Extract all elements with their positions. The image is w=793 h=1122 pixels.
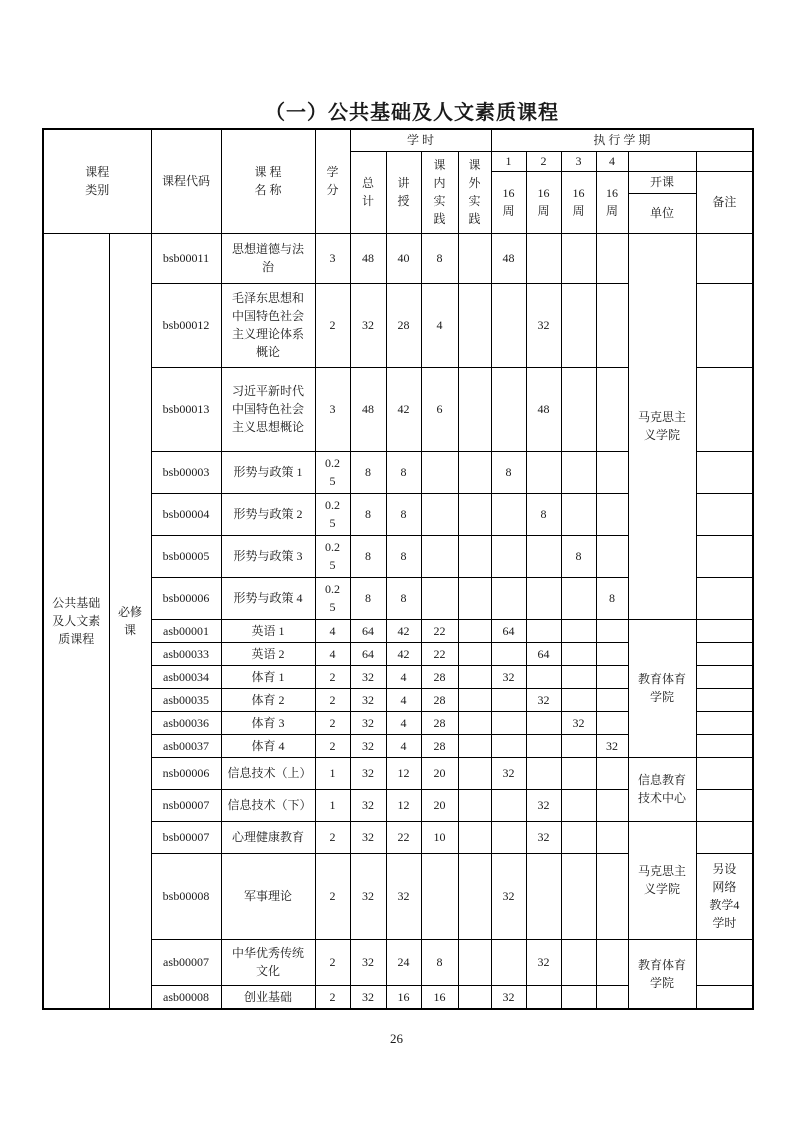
header-weeks2-line1: 16 (537, 186, 550, 200)
semester-3-cell (561, 367, 596, 451)
credit-cell: 3 (315, 233, 350, 283)
header-out-class-line1: 课 (468, 158, 481, 172)
total-hours-cell: 32 (350, 711, 386, 734)
credit-cell: 2 (315, 853, 350, 939)
course-code-cell: asb00007 (151, 939, 221, 985)
header-dept-bottom: 单位 (628, 193, 696, 233)
department-cell: 马克思主义学院 (628, 233, 696, 619)
total-hours-cell: 48 (350, 233, 386, 283)
in-class-practice-cell: 8 (421, 233, 458, 283)
course-type-cell: 必修课 (109, 233, 151, 1009)
in-class-practice-cell (421, 451, 458, 493)
out-class-practice-cell (458, 233, 491, 283)
header-weeks4-line1: 16 (606, 186, 619, 200)
out-class-practice-cell (458, 688, 491, 711)
page-number: 26 (390, 1031, 403, 1046)
lecture-hours-cell: 4 (386, 665, 421, 688)
header-weeks2-line2: 周 (537, 204, 550, 218)
course-code-cell: bsb00006 (151, 577, 221, 619)
in-class-practice-cell (421, 535, 458, 577)
course-name-cell: 习近平新时代中国特色社会主义思想概论 (221, 367, 315, 451)
out-class-practice-cell (458, 939, 491, 985)
semester-3-cell: 32 (561, 711, 596, 734)
header-weeks-sem3 (561, 171, 596, 233)
course-code-cell: asb00008 (151, 985, 221, 1009)
semester-2-cell (526, 757, 561, 789)
total-hours-cell: 8 (350, 493, 386, 535)
total-hours-cell: 32 (350, 789, 386, 821)
course-code-cell: asb00035 (151, 688, 221, 711)
note-cell (696, 665, 753, 688)
lecture-hours-cell: 28 (386, 283, 421, 367)
out-class-practice-cell (458, 367, 491, 451)
course-name-cell: 体育 1 (221, 665, 315, 688)
semester-4-cell: 32 (596, 734, 628, 757)
semester-2-cell (526, 535, 561, 577)
out-class-practice-cell (458, 535, 491, 577)
in-class-practice-cell: 16 (421, 985, 458, 1009)
course-code-cell: bsb00007 (151, 821, 221, 853)
credit-cell: 2 (315, 985, 350, 1009)
lecture-hours-cell: 24 (386, 939, 421, 985)
in-class-practice-cell: 28 (421, 734, 458, 757)
note-cell (696, 734, 753, 757)
course-code-cell: bsb00012 (151, 283, 221, 367)
lecture-hours-cell: 42 (386, 619, 421, 642)
semester-1-cell (491, 939, 526, 985)
course-name-cell: 中华优秀传统文化 (221, 939, 315, 985)
lecture-hours-cell: 8 (386, 493, 421, 535)
out-class-practice-cell (458, 734, 491, 757)
semester-3-cell (561, 451, 596, 493)
semester-3-cell (561, 821, 596, 853)
department-cell: 信息教育技术中心 (628, 757, 696, 821)
header-weeks-sem4 (596, 171, 628, 233)
course-code-cell: bsb00011 (151, 233, 221, 283)
semester-1-cell (491, 283, 526, 367)
semester-2-cell (526, 451, 561, 493)
credit-cell: 0.25 (315, 451, 350, 493)
header-weeks3-line2: 周 (572, 204, 585, 218)
in-class-practice-cell (421, 493, 458, 535)
note-cell (696, 711, 753, 734)
header-course-code: 课程代码 (151, 129, 221, 233)
lecture-hours-cell: 8 (386, 577, 421, 619)
lecture-hours-cell: 8 (386, 535, 421, 577)
page-title: （一）公共基础及人文素质课程 (265, 102, 559, 124)
out-class-practice-cell (458, 619, 491, 642)
course-name-cell: 形势与政策 4 (221, 577, 315, 619)
in-class-practice-cell: 6 (421, 367, 458, 451)
semester-3-cell (561, 283, 596, 367)
semester-1-cell: 48 (491, 233, 526, 283)
course-name-cell: 形势与政策 2 (221, 493, 315, 535)
note-cell (696, 619, 753, 642)
note-cell (696, 985, 753, 1009)
out-class-practice-cell (458, 451, 491, 493)
semester-4-cell (596, 535, 628, 577)
semester-4-cell (596, 985, 628, 1009)
total-hours-cell: 32 (350, 283, 386, 367)
semester-2-cell (526, 665, 561, 688)
note-cell (696, 688, 753, 711)
course-name-cell: 心理健康教育 (221, 821, 315, 853)
semester-3-cell (561, 939, 596, 985)
header-in-class-practice (421, 151, 458, 233)
semester-4-cell (596, 283, 628, 367)
semester-3-cell (561, 853, 596, 939)
department-cell: 教育体育学院 (628, 939, 696, 1009)
course-code-cell: nsb00007 (151, 789, 221, 821)
total-hours-cell: 8 (350, 451, 386, 493)
out-class-practice-cell (458, 577, 491, 619)
semester-4-cell (596, 493, 628, 535)
note-cell: 另设网络教学4学时 (696, 853, 753, 939)
out-class-practice-cell (458, 789, 491, 821)
semester-4-cell (596, 688, 628, 711)
lecture-hours-cell: 8 (386, 451, 421, 493)
total-hours-cell: 8 (350, 577, 386, 619)
course-name-cell: 体育 2 (221, 688, 315, 711)
in-class-practice-cell: 20 (421, 789, 458, 821)
course-name-cell: 形势与政策 3 (221, 535, 315, 577)
note-cell (696, 493, 753, 535)
department-cell: 马克思主义学院 (628, 821, 696, 939)
semester-3-cell (561, 619, 596, 642)
semester-1-cell (491, 642, 526, 665)
semester-4-cell (596, 233, 628, 283)
credit-cell: 0.25 (315, 493, 350, 535)
in-class-practice-cell: 22 (421, 619, 458, 642)
header-dept-spacer (628, 151, 696, 171)
in-class-practice-cell: 10 (421, 821, 458, 853)
credit-cell: 1 (315, 757, 350, 789)
course-name-cell: 思想道德与法治 (221, 233, 315, 283)
note-cell (696, 233, 753, 283)
header-course-name-line1: 课 程 (254, 165, 282, 180)
course-name-cell: 军事理论 (221, 853, 315, 939)
credit-cell: 1 (315, 789, 350, 821)
total-hours-cell: 8 (350, 535, 386, 577)
lecture-hours-cell: 40 (386, 233, 421, 283)
note-cell (696, 283, 753, 367)
note-cell (696, 535, 753, 577)
course-code-cell: asb00034 (151, 665, 221, 688)
table-header (43, 129, 753, 233)
header-weeks1-line1: 16 (502, 186, 515, 200)
header-total-hours (350, 151, 386, 233)
semester-4-cell (596, 821, 628, 853)
semester-1-cell: 64 (491, 619, 526, 642)
lecture-hours-cell: 16 (386, 985, 421, 1009)
header-course-category (43, 129, 151, 233)
header-out-class-line4: 践 (468, 212, 481, 226)
header-lecture-hours (386, 151, 421, 233)
lecture-hours-cell: 12 (386, 757, 421, 789)
lecture-hours-cell: 32 (386, 853, 421, 939)
semester-2-cell: 64 (526, 642, 561, 665)
out-class-practice-cell (458, 985, 491, 1009)
header-weeks-sem2 (526, 171, 561, 233)
semester-4-cell (596, 789, 628, 821)
note-cell (696, 451, 753, 493)
semester-4-cell: 8 (596, 577, 628, 619)
semester-3-cell (561, 734, 596, 757)
semester-3-cell (561, 665, 596, 688)
total-hours-cell: 32 (350, 688, 386, 711)
header-out-class-practice (458, 151, 491, 233)
total-hours-cell: 32 (350, 821, 386, 853)
note-cell (696, 821, 753, 853)
header-credit-line2: 分 (326, 183, 339, 198)
credit-cell: 2 (315, 734, 350, 757)
header-note-spacer (696, 151, 753, 171)
semester-1-cell (491, 821, 526, 853)
header-in-class-line2: 内 (433, 176, 446, 190)
semester-3-cell (561, 688, 596, 711)
header-total-line2: 计 (362, 194, 375, 208)
header-lecture-line2: 授 (397, 194, 410, 208)
header-total-line1: 总 (362, 176, 375, 190)
header-course-name-line2: 名 称 (254, 183, 282, 198)
in-class-practice-cell (421, 577, 458, 619)
header-out-class-line3: 实 (468, 194, 481, 208)
semester-1-cell: 32 (491, 853, 526, 939)
lecture-hours-cell: 42 (386, 367, 421, 451)
course-code-cell: bsb00005 (151, 535, 221, 577)
lecture-hours-cell: 4 (386, 734, 421, 757)
category-cell: 公共基础及人文素质课程 (43, 233, 109, 1009)
semester-1-cell: 32 (491, 757, 526, 789)
semester-2-cell (526, 853, 561, 939)
note-cell (696, 789, 753, 821)
course-name-cell: 英语 1 (221, 619, 315, 642)
lecture-hours-cell: 12 (386, 789, 421, 821)
in-class-practice-cell: 20 (421, 757, 458, 789)
semester-4-cell (596, 642, 628, 665)
out-class-practice-cell (458, 821, 491, 853)
semester-3-cell (561, 789, 596, 821)
semester-4-cell (596, 665, 628, 688)
semester-4-cell (596, 757, 628, 789)
credit-cell: 2 (315, 665, 350, 688)
semester-2-cell (526, 233, 561, 283)
course-name-cell: 信息技术（下） (221, 789, 315, 821)
in-class-practice-cell: 22 (421, 642, 458, 665)
semester-3-cell (561, 493, 596, 535)
semester-3-cell (561, 642, 596, 665)
total-hours-cell: 32 (350, 734, 386, 757)
header-row-groups (43, 129, 753, 151)
course-name-cell: 体育 3 (221, 711, 315, 734)
course-code-cell: asb00037 (151, 734, 221, 757)
semester-2-cell: 32 (526, 821, 561, 853)
course-code-cell: bsb00008 (151, 853, 221, 939)
course-code-cell: asb00033 (151, 642, 221, 665)
semester-3-cell (561, 577, 596, 619)
lecture-hours-cell: 4 (386, 711, 421, 734)
header-out-class-line2: 外 (468, 176, 481, 190)
semester-2-cell: 8 (526, 493, 561, 535)
total-hours-cell: 64 (350, 642, 386, 665)
course-name-cell: 英语 2 (221, 642, 315, 665)
header-weeks3-line1: 16 (572, 186, 585, 200)
course-row (43, 233, 753, 283)
semester-1-cell (491, 688, 526, 711)
in-class-practice-cell: 8 (421, 939, 458, 985)
semester-1-cell (491, 734, 526, 757)
semester-1-cell (491, 493, 526, 535)
course-plan-table (42, 128, 754, 1010)
header-in-class-line4: 践 (433, 212, 446, 226)
table-body (43, 233, 753, 1009)
header-hours-group: 学 时 (350, 129, 491, 151)
out-class-practice-cell (458, 757, 491, 789)
header-semester-group: 执 行 学 期 (491, 129, 753, 151)
semester-2-cell: 48 (526, 367, 561, 451)
lecture-hours-cell: 42 (386, 642, 421, 665)
out-class-practice-cell (458, 283, 491, 367)
semester-2-cell (526, 985, 561, 1009)
in-class-practice-cell: 28 (421, 711, 458, 734)
course-code-cell: bsb00003 (151, 451, 221, 493)
credit-cell: 2 (315, 283, 350, 367)
header-lecture-line1: 讲 (397, 176, 410, 190)
semester-3-cell (561, 985, 596, 1009)
header-semester-4: 4 (596, 151, 628, 171)
semester-4-cell (596, 711, 628, 734)
semester-1-cell: 32 (491, 985, 526, 1009)
semester-3-cell (561, 233, 596, 283)
total-hours-cell: 32 (350, 985, 386, 1009)
note-cell (696, 577, 753, 619)
department-cell: 教育体育学院 (628, 619, 696, 757)
course-name-cell: 毛泽东思想和中国特色社会主义理论体系概论 (221, 283, 315, 367)
semester-2-cell: 32 (526, 789, 561, 821)
semester-2-cell: 32 (526, 688, 561, 711)
credit-cell: 4 (315, 642, 350, 665)
out-class-practice-cell (458, 642, 491, 665)
header-in-class-line1: 课 (433, 158, 446, 172)
header-course-category-line1: 课程 (85, 165, 110, 180)
semester-3-cell (561, 757, 596, 789)
semester-1-cell (491, 789, 526, 821)
header-weeks1-line2: 周 (502, 204, 515, 218)
course-code-cell: bsb00013 (151, 367, 221, 451)
note-cell (696, 939, 753, 985)
course-code-cell: asb00001 (151, 619, 221, 642)
header-course-category-line2: 类别 (85, 183, 110, 198)
note-cell (696, 367, 753, 451)
course-code-cell: asb00036 (151, 711, 221, 734)
semester-4-cell (596, 619, 628, 642)
semester-4-cell (596, 451, 628, 493)
lecture-hours-cell: 4 (386, 688, 421, 711)
credit-cell: 0.25 (315, 535, 350, 577)
header-weeks-sem1 (491, 171, 526, 233)
out-class-practice-cell (458, 853, 491, 939)
out-class-practice-cell (458, 711, 491, 734)
semester-1-cell (491, 535, 526, 577)
in-class-practice-cell: 28 (421, 688, 458, 711)
header-semester-2: 2 (526, 151, 561, 171)
credit-cell: 4 (315, 619, 350, 642)
note-cell (696, 757, 753, 789)
semester-2-cell: 32 (526, 283, 561, 367)
semester-1-cell (491, 367, 526, 451)
course-name-cell: 信息技术（上） (221, 757, 315, 789)
credit-cell: 2 (315, 688, 350, 711)
credit-cell: 3 (315, 367, 350, 451)
semester-1-cell: 8 (491, 451, 526, 493)
lecture-hours-cell: 22 (386, 821, 421, 853)
total-hours-cell: 64 (350, 619, 386, 642)
semester-3-cell: 8 (561, 535, 596, 577)
semester-1-cell (491, 577, 526, 619)
semester-4-cell (596, 939, 628, 985)
header-credit (315, 129, 350, 233)
semester-2-cell (526, 577, 561, 619)
in-class-practice-cell: 28 (421, 665, 458, 688)
header-semester-1: 1 (491, 151, 526, 171)
header-dept-top: 开课 (628, 171, 696, 193)
semester-2-cell (526, 711, 561, 734)
header-semester-3: 3 (561, 151, 596, 171)
header-weeks4-line2: 周 (606, 204, 619, 218)
in-class-practice-cell: 4 (421, 283, 458, 367)
semester-1-cell: 32 (491, 665, 526, 688)
credit-cell: 2 (315, 821, 350, 853)
semester-2-cell (526, 619, 561, 642)
in-class-practice-cell (421, 853, 458, 939)
credit-cell: 2 (315, 711, 350, 734)
header-course-name (221, 129, 315, 233)
header-in-class-line3: 实 (433, 194, 446, 208)
semester-2-cell (526, 734, 561, 757)
total-hours-cell: 32 (350, 853, 386, 939)
semester-2-cell: 32 (526, 939, 561, 985)
course-code-cell: bsb00004 (151, 493, 221, 535)
out-class-practice-cell (458, 665, 491, 688)
course-name-cell: 形势与政策 1 (221, 451, 315, 493)
total-hours-cell: 32 (350, 757, 386, 789)
semester-4-cell (596, 853, 628, 939)
course-code-cell: nsb00006 (151, 757, 221, 789)
semester-1-cell (491, 711, 526, 734)
credit-cell: 0.25 (315, 577, 350, 619)
total-hours-cell: 32 (350, 939, 386, 985)
semester-4-cell (596, 367, 628, 451)
header-credit-line1: 学 (326, 165, 339, 180)
credit-cell: 2 (315, 939, 350, 985)
course-name-cell: 创业基础 (221, 985, 315, 1009)
note-cell (696, 642, 753, 665)
total-hours-cell: 32 (350, 665, 386, 688)
out-class-practice-cell (458, 493, 491, 535)
header-note: 备注 (696, 171, 753, 233)
course-name-cell: 体育 4 (221, 734, 315, 757)
total-hours-cell: 48 (350, 367, 386, 451)
